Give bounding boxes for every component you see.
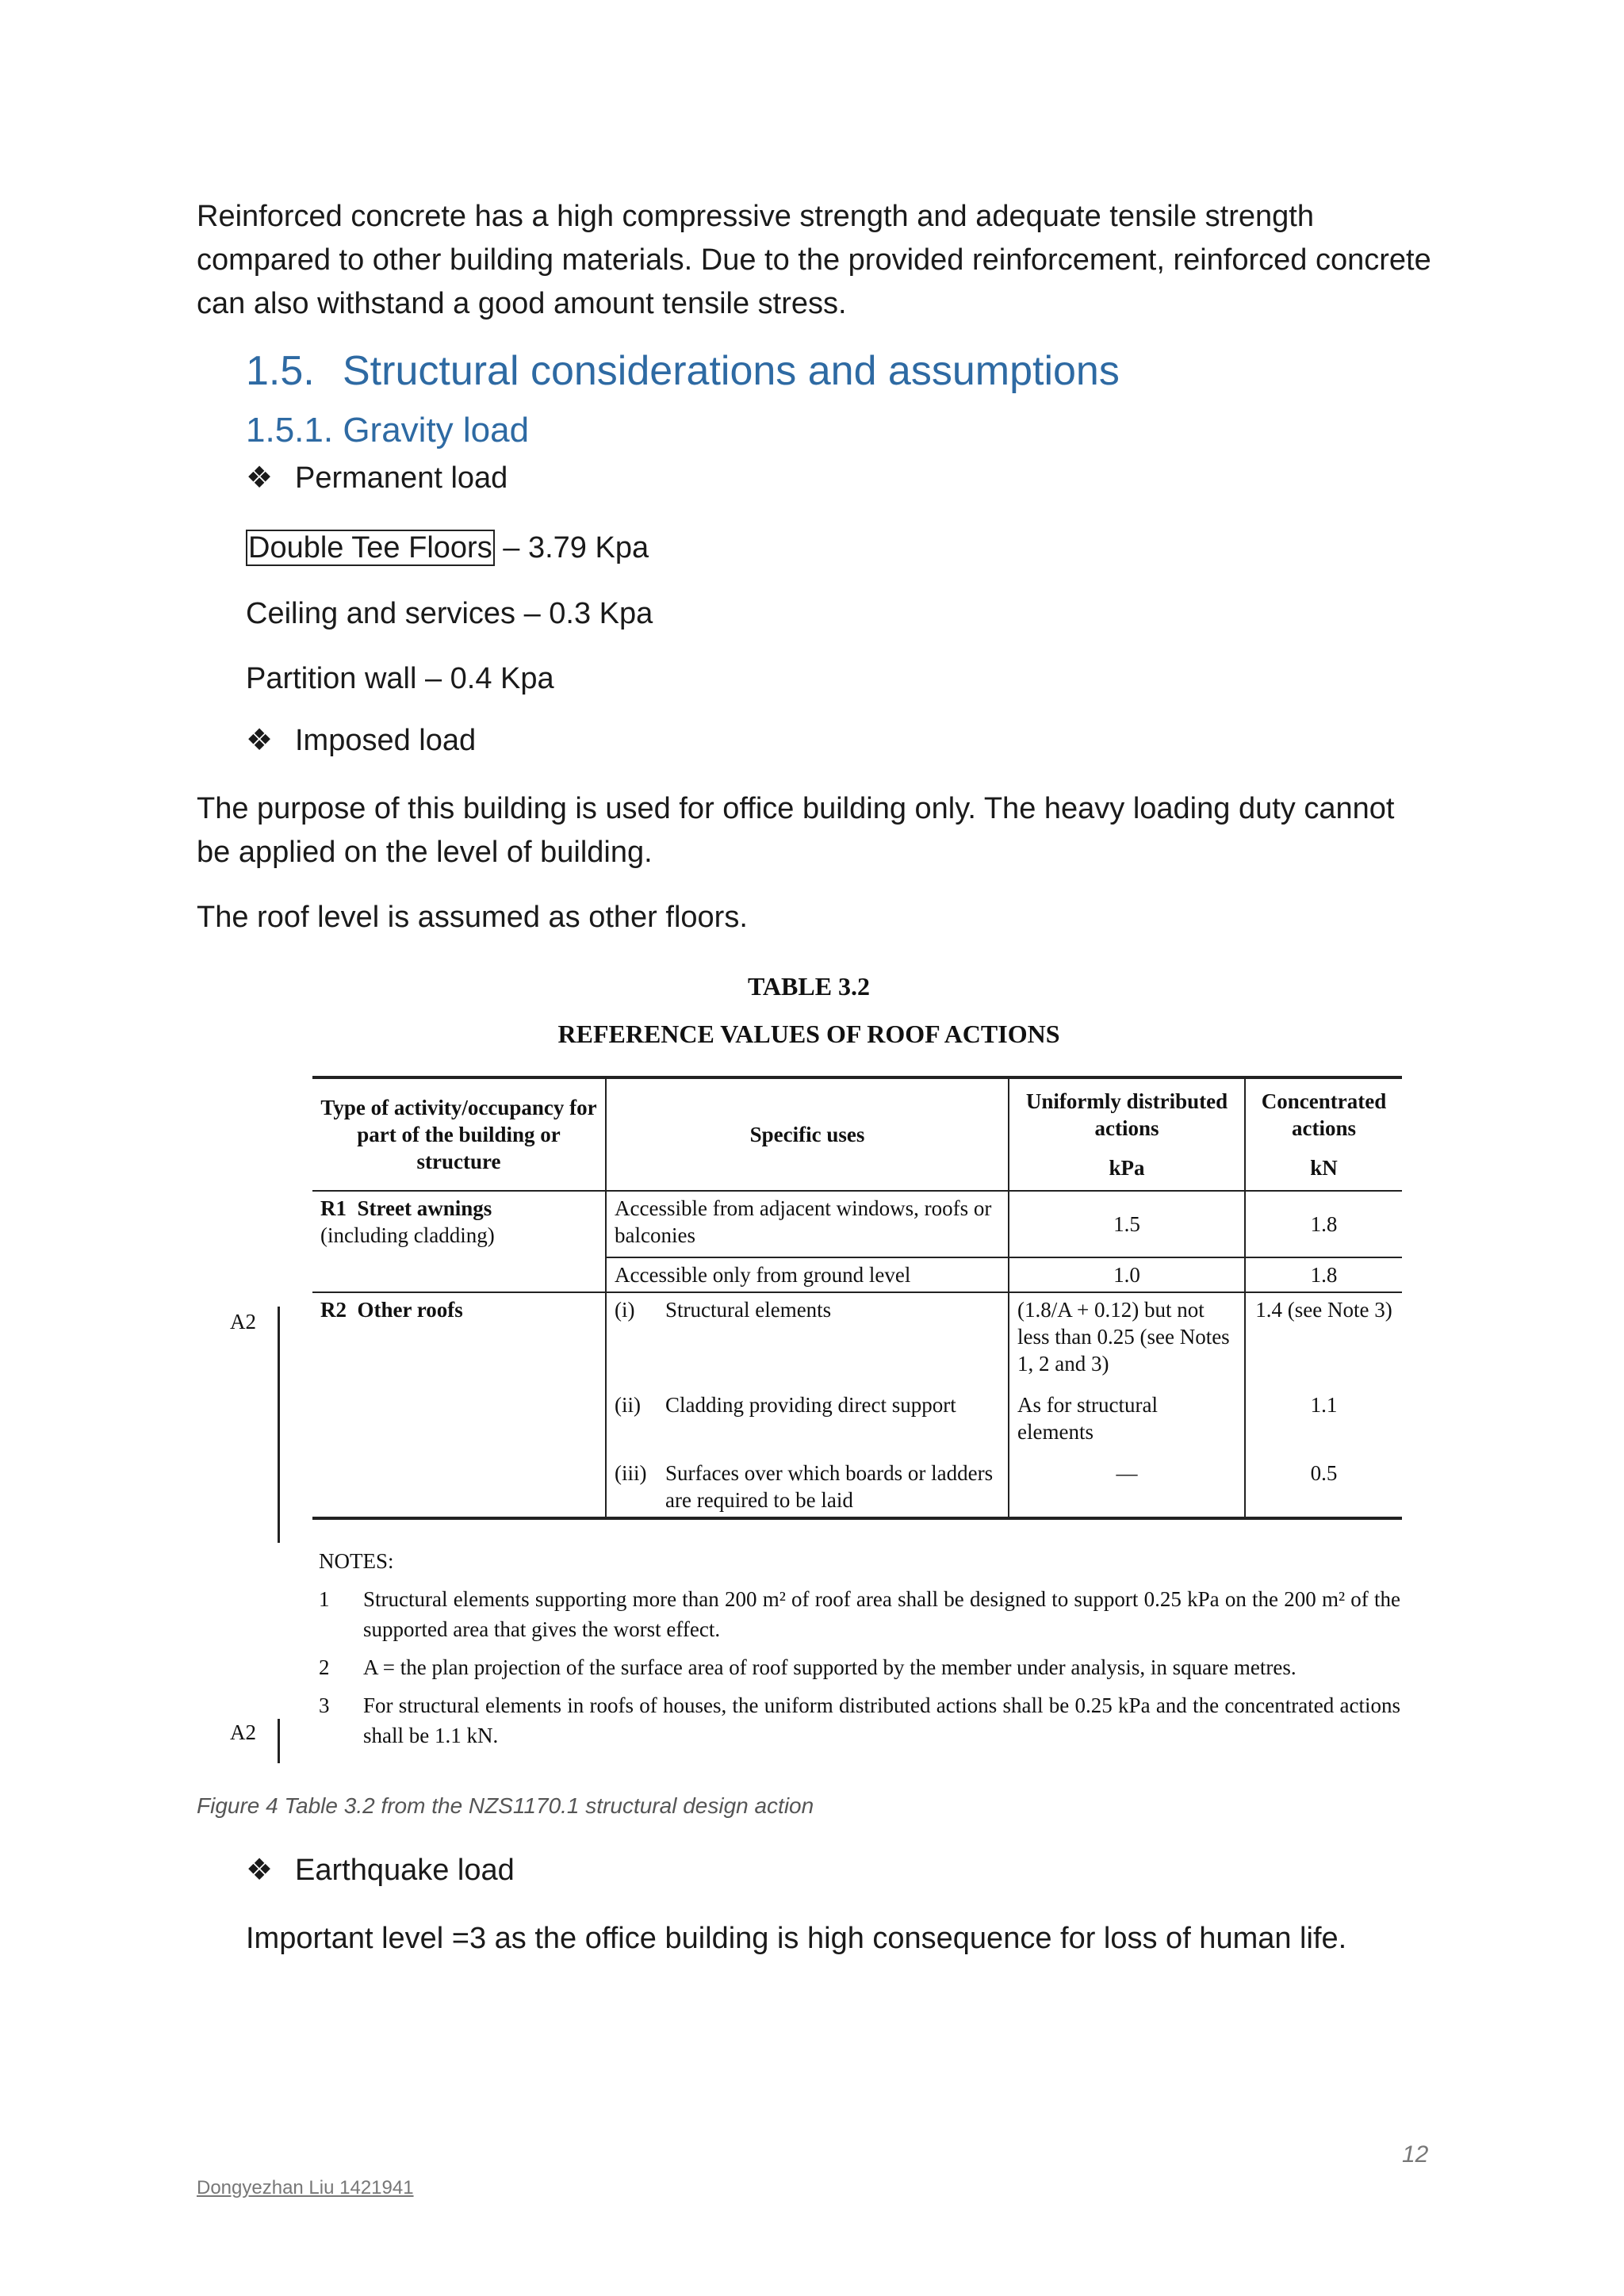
bullet-diamond-icon: ❖ [246, 1854, 274, 1887]
intro-paragraph: Reinforced concrete has a high compressive strength and adequate tensile strength compared to other building materials. Due to the provided reinforcement, reinforced concrete can also withstand a good amount tensile stress. [197, 200, 1431, 320]
table-number: TABLE 3.2 [747, 972, 871, 1001]
header-uniformly-distributed: Uniformly distributed actions kPa [1009, 1077, 1245, 1191]
earthquake-load-bullet [246, 1852, 515, 1888]
header-type-of-activity: Type of activity/occupancy for part of the building or structure [312, 1077, 606, 1191]
importance-level-line: Important level =3 as the office building is high consequence for loss of human life. [246, 1922, 1347, 1955]
imposed-load-heading: Imposed load [295, 724, 477, 757]
ceiling-services-line: Ceiling and services – 0.3 Kpa [246, 597, 653, 630]
roof-actions-table [312, 1076, 1402, 1520]
note-item: 3 For structural elements in roofs of houses, the uniform distributed actions shall be 0.25 kPa and the concentrated actions shall be 1.1 kN. [319, 1693, 1400, 1747]
notes-heading: NOTES: [319, 1549, 394, 1573]
partition-wall-line: Partition wall – 0.4 Kpa [246, 662, 554, 695]
roof-level-paragraph: The roof level is assumed as other floors. [197, 901, 748, 934]
section-number: 1.5. [246, 348, 315, 394]
permanent-load-heading: Permanent load [295, 461, 508, 495]
amendment-mark-a2-notes: A2 [230, 1720, 256, 1744]
r1-use-ground: Accessible only from ground level [606, 1257, 1009, 1292]
header-concentrated: Concentrated actions kN [1245, 1077, 1402, 1191]
note-item: 1 Structural elements supporting more than 200 m² of roof area shall be designed to support 0.25 kPa on the 200 m² of the supported area that gives the worst effect. [319, 1587, 1400, 1641]
note-item: 2 A = the plan projection of the surface area of roof supported by the member under analysis, in square metres. [319, 1655, 1297, 1679]
r1-conc-ground: 1.8 [1245, 1257, 1402, 1292]
double-tee-floors-label: Double Tee Floors [246, 530, 495, 566]
section-heading [246, 347, 1120, 395]
table-notes [319, 1546, 1400, 1751]
amendment-bar-notes [278, 1719, 280, 1763]
imposed-load-paragraph: The purpose of this building is used for office building only. The heavy loading duty cannot be applied on the level of building. [197, 792, 1395, 869]
r2-udl: (1.8/A + 0.12) but not less than 0.25 (see Notes 1, 2 and 3) As for structural elements — [1009, 1292, 1245, 1518]
table-title: REFERENCE VALUES OF ROOF ACTIONS [557, 1020, 1060, 1048]
figure-caption: Figure 4 Table 3.2 from the NZS1170.1 structural design action [197, 1793, 814, 1818]
imposed-load-bullet [246, 722, 476, 758]
table-figure [222, 972, 1411, 1776]
bullet-diamond-icon: ❖ [246, 724, 274, 757]
bullet-diamond-icon: ❖ [246, 461, 274, 495]
amendment-bar [278, 1307, 280, 1543]
r1-category: R1 Street awnings (including cladding) [312, 1191, 606, 1292]
r2-category: R2 Other roofs [312, 1292, 606, 1518]
permanent-load-bullet [246, 460, 508, 496]
r1-udl-ground: 1.0 [1009, 1257, 1245, 1292]
table-header-row [312, 1077, 1402, 1191]
page-number: 12 [1402, 2141, 1429, 2168]
double-tee-value: – 3.79 Kpa [494, 531, 649, 564]
earthquake-load-heading: Earthquake load [295, 1854, 515, 1887]
r1-udl-adjacent: 1.5 [1009, 1191, 1245, 1257]
table-row [312, 1292, 1402, 1518]
r1-conc-adjacent: 1.8 [1245, 1191, 1402, 1257]
section-title: Structural considerations and assumptions [343, 348, 1120, 394]
header-specific-uses: Specific uses [606, 1077, 1009, 1191]
amendment-mark-a2: A2 [230, 1310, 256, 1334]
footer-author: Dongyezhan Liu 1421941 [197, 2177, 414, 2198]
subsection-title: Gravity load [343, 411, 530, 450]
table-row [312, 1191, 1402, 1257]
double-tee-line [246, 526, 1483, 570]
subsection-number: 1.5.1. [246, 411, 334, 450]
r2-conc: 1.4 (see Note 3) 1.1 0.5 [1245, 1292, 1402, 1518]
r2-uses: (i) Structural elements (ii) Cladding providing direct support (iii) Surfaces over which boards or ladders are required to be laid [606, 1292, 1009, 1518]
r1-use-adjacent: Accessible from adjacent windows, roofs or balconies [606, 1191, 1009, 1257]
subsection-heading [246, 411, 529, 450]
